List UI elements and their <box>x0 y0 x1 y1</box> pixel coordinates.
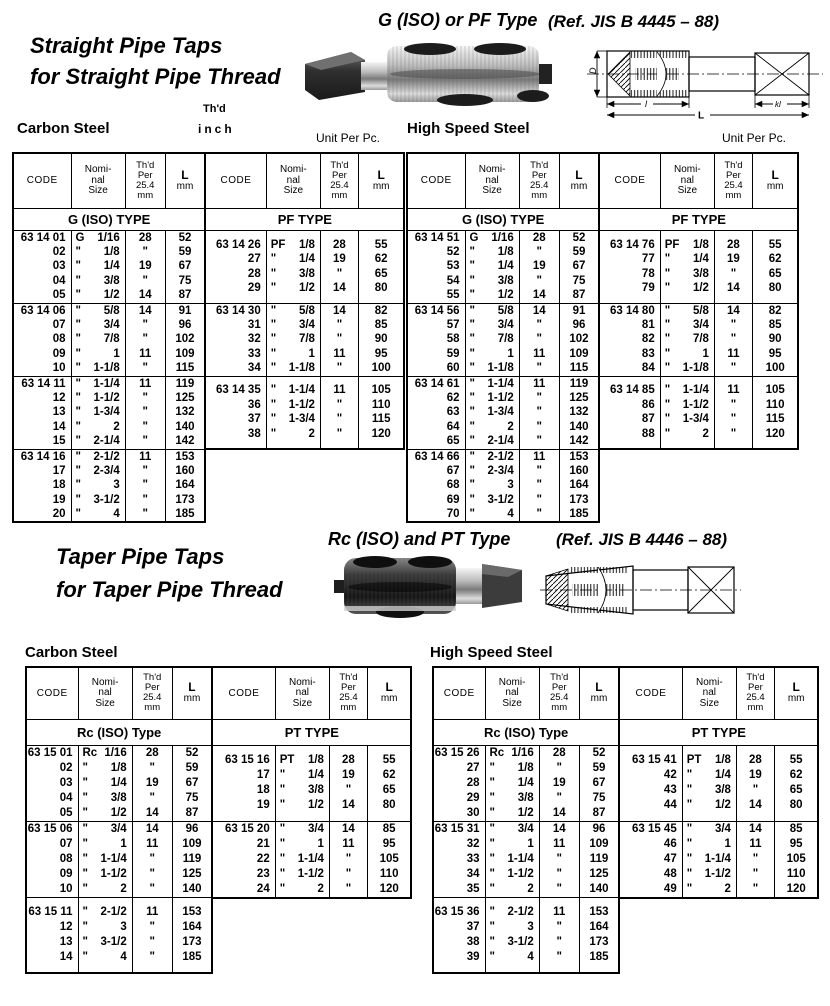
code-cell: 63 14 56 57 58 59 60 <box>407 303 465 376</box>
col-header-length: L mm <box>752 153 798 208</box>
header-row <box>433 667 619 719</box>
col-header-code: CODE <box>433 667 485 719</box>
band-row <box>407 376 599 449</box>
thd-cell: 14 11 " " " <box>329 821 367 898</box>
header-row <box>26 667 212 719</box>
col-header-size: Nomi- nal Size <box>485 667 539 719</box>
header-row <box>599 153 798 208</box>
thd-cell: 11 " " " <box>714 376 752 449</box>
catalog-table <box>204 152 405 450</box>
code-cell: 63 15 20 21 22 23 24 <box>212 821 275 898</box>
code-cell: 63 15 36 37 38 39 <box>433 897 485 973</box>
catalog-table <box>598 152 799 450</box>
length-cell: 96 109 119 125 140 <box>172 821 212 897</box>
col-header-code: CODE <box>13 153 71 208</box>
col-header-thd: Th'd Per 25.4 mm <box>125 153 165 208</box>
straight-carbon-g-half <box>12 152 206 523</box>
thd-cell: 28 " 19 " 14 <box>132 745 172 821</box>
col-header-length: L mm <box>367 667 411 719</box>
band-row <box>619 821 818 898</box>
length-cell: 96 109 119 125 140 <box>579 821 619 897</box>
type-heading: PF TYPE <box>205 208 404 230</box>
inch-unit-label: inch <box>198 122 235 136</box>
diagram-label-d: D <box>588 67 598 74</box>
code-cell: 63 15 01 02 03 04 05 <box>26 745 78 821</box>
diagram-label-kl: kl <box>775 100 781 109</box>
straight-ref-label: (Ref. JIS B 4445 – 88) <box>548 12 720 31</box>
size-cell: G 1/16 " 1/8 " 1/4 " 3/8 " 1/2 <box>465 230 519 303</box>
size-cell: PT 1/8 " 1/4 " 3/8 " 1/2 <box>275 745 329 821</box>
band-row <box>599 230 798 303</box>
straight-hss-table <box>406 152 799 523</box>
thd-cell: 14 11 " " " <box>736 821 774 898</box>
size-cell: PT 1/8 " 1/4 " 3/8 " 1/2 <box>682 745 736 821</box>
code-cell: 63 14 51 52 53 54 55 <box>407 230 465 303</box>
code-cell: 63 14 76 77 78 79 <box>599 230 660 303</box>
length-cell: 55 62 65 80 <box>367 745 411 821</box>
col-header-thd: Th'd Per 25.4 mm <box>329 667 367 719</box>
catalog-table <box>12 152 206 523</box>
straight-tap-diagram <box>585 38 825 125</box>
size-cell: PF 1/8 " 1/4 " 3/8 " 1/2 <box>660 230 714 303</box>
band-row <box>433 821 619 897</box>
band-row <box>26 821 212 897</box>
code-cell: 63 15 45 46 47 48 49 <box>619 821 682 898</box>
code-cell: 63 15 26 27 28 29 30 <box>433 745 485 821</box>
taper-ref-label: (Ref. JIS B 4446 – 88) <box>556 530 728 549</box>
col-header-length: L mm <box>358 153 404 208</box>
band-row <box>407 303 599 376</box>
thd-cell: 11 " " " <box>132 897 172 973</box>
size-cell: Rc 1/16 " 1/8 " 1/4 " 3/8 " 1/2 <box>485 745 539 821</box>
size-cell: " 5/8 " 3/4 " 7/8 " 1 " 1-1/8 <box>660 303 714 376</box>
straight-title <box>30 30 281 92</box>
size-cell: " 3/4 " 1 " 1-1/4 " 1-1/2 " 2 <box>485 821 539 897</box>
diagram-label-L: L <box>698 110 705 120</box>
code-cell: 63 14 35 36 37 38 <box>205 376 266 449</box>
taper-carbon-label: Carbon Steel <box>25 644 118 661</box>
size-cell: Rc 1/16 " 1/8 " 1/4 " 3/8 " 1/2 <box>78 745 132 821</box>
band-row <box>407 230 599 303</box>
col-header-length: L mm <box>774 667 818 719</box>
type-heading: PF TYPE <box>599 208 798 230</box>
straight-title-line2: for Straight Pipe Thread <box>30 64 281 89</box>
band-row <box>599 303 798 376</box>
length-cell: 119 125 132 140 142 <box>559 376 599 449</box>
size-cell: " 5/8 " 3/4 " 7/8 " 1 " 1-1/8 <box>266 303 320 376</box>
col-header-size: Nomi- nal Size <box>465 153 519 208</box>
code-cell: 63 15 31 32 33 34 35 <box>433 821 485 897</box>
thd-unit-label: Th'd <box>203 103 226 115</box>
straight-type-heading: G (ISO) or PF Type <box>378 10 538 30</box>
straight-tap-photo <box>295 34 560 117</box>
straight-hss-pf-half <box>598 152 799 450</box>
length-cell: 105 110 115 120 <box>358 376 404 449</box>
col-header-thd: Th'd Per 25.4 mm <box>539 667 579 719</box>
catalog-table <box>618 666 819 899</box>
band-row <box>13 303 205 376</box>
unit-per-pc-left: Unit Per Pc. <box>316 131 381 145</box>
length-cell: 55 62 65 80 <box>358 230 404 303</box>
thd-cell: 11 " " " " <box>519 376 559 449</box>
code-cell: 63 14 06 07 08 09 10 <box>13 303 71 376</box>
straight-hss-label: High Speed Steel <box>407 120 530 137</box>
thd-cell: 28 19 " 14 <box>320 230 358 303</box>
type-heading: G (ISO) TYPE <box>13 208 205 230</box>
straight-hss-g-half <box>406 152 600 523</box>
length-cell: 153 164 173 185 <box>172 897 212 973</box>
col-header-size: Nomi- nal Size <box>78 667 132 719</box>
size-cell: " 1-1/4 " 1-1/2 " 1-3/4 " 2 <box>660 376 714 449</box>
col-header-thd: Th'd Per 25.4 mm <box>132 667 172 719</box>
header-row <box>407 153 599 208</box>
catalog-table <box>432 666 620 974</box>
size-cell: G 1/16 " 1/8 " 1/4 " 3/8 " 1/2 <box>71 230 125 303</box>
header-row <box>205 153 404 208</box>
size-cell: PF 1/8 " 1/4 " 3/8 " 1/2 <box>266 230 320 303</box>
thd-cell: 11 " " " <box>539 897 579 973</box>
col-header-code: CODE <box>212 667 275 719</box>
band-row <box>205 376 404 449</box>
taper-hss-label: High Speed Steel <box>430 644 553 661</box>
code-cell: 63 14 30 31 32 33 34 <box>205 303 266 376</box>
thd-cell: 14 " " 11 " <box>125 303 165 376</box>
col-header-size: Nomi- nal Size <box>660 153 714 208</box>
code-cell: 63 14 61 62 63 64 65 <box>407 376 465 449</box>
thd-cell: 14 " " 11 " <box>320 303 358 376</box>
col-header-code: CODE <box>26 667 78 719</box>
col-header-length: L mm <box>165 153 205 208</box>
thd-cell: 28 " 19 " 14 <box>125 230 165 303</box>
length-cell: 91 96 102 109 115 <box>165 303 205 376</box>
col-header-thd: Th'd Per 25.4 mm <box>519 153 559 208</box>
taper-title-line1: Taper Pipe Taps <box>56 544 225 569</box>
size-cell: " 2-1/2 " 2-3/4 " 3 " 3-1/2 " 4 <box>71 449 125 522</box>
taper-hss-table <box>432 666 819 974</box>
taper-carbon-table <box>25 666 412 974</box>
col-header-code: CODE <box>599 153 660 208</box>
band-row <box>13 230 205 303</box>
size-cell: " 5/8 " 3/4 " 7/8 " 1 " 1-1/8 <box>71 303 125 376</box>
code-cell: 63 14 16 17 18 19 20 <box>13 449 71 522</box>
size-cell: " 1-1/4 " 1-1/2 " 1-3/4 " 2 " 2-1/4 <box>465 376 519 449</box>
taper-type-heading: Rc (ISO) and PT Type <box>328 529 511 549</box>
size-cell: " 1-1/4 " 1-1/2 " 1-3/4 " 2 <box>266 376 320 449</box>
code-cell: 63 14 11 12 13 14 15 <box>13 376 71 449</box>
straight-title-line1: Straight Pipe Taps <box>30 33 223 58</box>
length-cell: 153 164 173 185 <box>579 897 619 973</box>
taper-carbon-rc-half <box>25 666 213 974</box>
header-row <box>619 667 818 719</box>
type-heading: PT TYPE <box>619 719 818 745</box>
band-row <box>599 376 798 449</box>
size-cell: " 3/4 " 1 " 1-1/4 " 1-1/2 " 2 <box>275 821 329 898</box>
code-cell: 63 14 01 02 03 04 05 <box>13 230 71 303</box>
taper-tap-photo <box>330 550 530 627</box>
code-cell: 63 15 11 12 13 14 <box>26 897 78 973</box>
type-heading: PT TYPE <box>212 719 411 745</box>
code-cell: 63 15 41 42 43 44 <box>619 745 682 821</box>
thd-cell: 28 19 " 14 <box>714 230 752 303</box>
thd-cell: 28 " 19 " 14 <box>539 745 579 821</box>
col-header-thd: Th'd Per 25.4 mm <box>736 667 774 719</box>
col-header-length: L mm <box>559 153 599 208</box>
straight-carbon-table <box>12 152 405 523</box>
col-header-length: L mm <box>579 667 619 719</box>
length-cell: 85 95 105 110 120 <box>367 821 411 898</box>
band-row <box>212 821 411 898</box>
length-cell: 82 85 90 95 100 <box>752 303 798 376</box>
size-cell: " 3/4 " 1 " 1-1/4 " 1-1/2 " 2 <box>682 821 736 898</box>
size-cell: " 2-1/2 " 2-3/4 " 3 " 3-1/2 " 4 <box>465 449 519 522</box>
band-row <box>407 449 599 522</box>
taper-hss-rc-half <box>432 666 620 974</box>
length-cell: 91 96 102 109 115 <box>559 303 599 376</box>
length-cell: 52 59 67 75 87 <box>579 745 619 821</box>
taper-carbon-pt-half <box>211 666 412 899</box>
band-row <box>619 745 818 821</box>
catalog-table <box>211 666 412 899</box>
header-row <box>13 153 205 208</box>
taper-title <box>56 540 283 606</box>
size-cell: " 2-1/2 " 3 " 3-1/2 " 4 <box>78 897 132 973</box>
catalog-table <box>406 152 600 523</box>
code-cell: 63 14 80 81 82 83 84 <box>599 303 660 376</box>
size-cell: " 5/8 " 3/4 " 7/8 " 1 " 1-1/8 <box>465 303 519 376</box>
col-header-size: Nomi- nal Size <box>266 153 320 208</box>
length-cell: 52 59 67 75 87 <box>559 230 599 303</box>
col-header-thd: Th'd Per 25.4 mm <box>714 153 752 208</box>
thd-cell: 14 " " 11 " <box>519 303 559 376</box>
length-cell: 82 85 90 95 100 <box>358 303 404 376</box>
code-cell: 63 15 06 07 08 09 10 <box>26 821 78 897</box>
size-cell: " 2-1/2 " 3 " 3-1/2 " 4 <box>485 897 539 973</box>
col-header-size: Nomi- nal Size <box>682 667 736 719</box>
size-cell: " 1-1/4 " 1-1/2 " 1-3/4 " 2 " 2-1/4 <box>71 376 125 449</box>
code-cell: 63 14 26 27 28 29 <box>205 230 266 303</box>
length-cell: 52 59 67 75 87 <box>165 230 205 303</box>
taper-tap-diagram <box>538 554 743 634</box>
code-cell: 63 14 85 86 87 88 <box>599 376 660 449</box>
thd-cell: 11 " " " <box>320 376 358 449</box>
thd-cell: 28 19 " 14 <box>329 745 367 821</box>
code-cell: 63 15 16 17 18 19 <box>212 745 275 821</box>
thd-cell: 14 11 " " " <box>132 821 172 897</box>
code-cell: 63 14 66 67 68 69 70 <box>407 449 465 522</box>
col-header-size: Nomi- nal Size <box>71 153 125 208</box>
thd-cell: 28 " 19 " 14 <box>519 230 559 303</box>
type-heading: Rc (ISO) Type <box>26 719 212 745</box>
length-cell: 85 95 105 110 120 <box>774 821 818 898</box>
thd-cell: 11 " " " " <box>125 449 165 522</box>
catalog-table <box>25 666 213 974</box>
length-cell: 119 125 132 140 142 <box>165 376 205 449</box>
band-row <box>433 745 619 821</box>
unit-per-pc-right: Unit Per Pc. <box>722 131 787 145</box>
type-heading: Rc (ISO) Type <box>433 719 619 745</box>
col-header-thd: Th'd Per 25.4 mm <box>320 153 358 208</box>
diagram-label-l: l <box>645 99 647 109</box>
header-row <box>212 667 411 719</box>
col-header-size: Nomi- nal Size <box>275 667 329 719</box>
col-header-code: CODE <box>205 153 266 208</box>
col-header-code: CODE <box>407 153 465 208</box>
band-row <box>205 230 404 303</box>
length-cell: 105 110 115 120 <box>752 376 798 449</box>
length-cell: 55 62 65 80 <box>752 230 798 303</box>
band-row <box>13 376 205 449</box>
straight-carbon-pf-half <box>204 152 405 450</box>
thd-cell: 14 11 " " " <box>539 821 579 897</box>
type-heading: G (ISO) TYPE <box>407 208 599 230</box>
length-cell: 55 62 65 80 <box>774 745 818 821</box>
band-row <box>13 449 205 522</box>
length-cell: 153 160 164 173 185 <box>165 449 205 522</box>
band-row <box>26 897 212 973</box>
thd-cell: 11 " " " " <box>125 376 165 449</box>
taper-title-line2: for Taper Pipe Thread <box>56 577 283 602</box>
col-header-length: L mm <box>172 667 212 719</box>
band-row <box>212 745 411 821</box>
band-row <box>26 745 212 821</box>
thd-cell: 14 " " 11 " <box>714 303 752 376</box>
taper-hss-pt-half <box>618 666 819 899</box>
size-cell: " 3/4 " 1 " 1-1/4 " 1-1/2 " 2 <box>78 821 132 897</box>
col-header-code: CODE <box>619 667 682 719</box>
band-row <box>205 303 404 376</box>
band-row <box>433 897 619 973</box>
straight-carbon-label: Carbon Steel <box>17 120 110 137</box>
thd-cell: 11 " " " " <box>519 449 559 522</box>
length-cell: 52 59 67 75 87 <box>172 745 212 821</box>
thd-cell: 28 19 " 14 <box>736 745 774 821</box>
length-cell: 153 160 164 173 185 <box>559 449 599 522</box>
